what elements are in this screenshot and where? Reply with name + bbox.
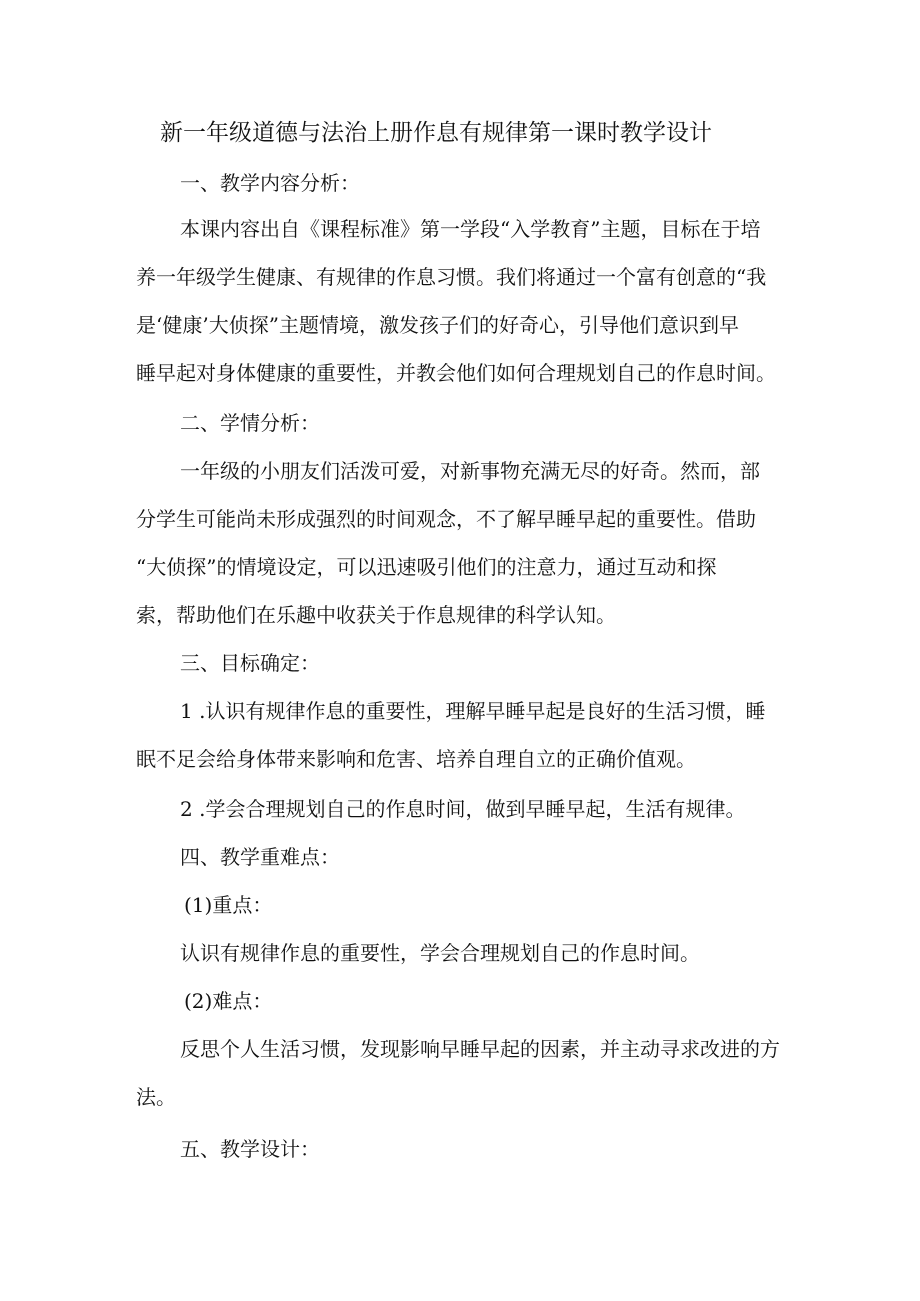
paragraph-line: “大侦探”的情境设定，可以迅速吸引他们的注意力，通过互动和探 [136,555,717,579]
paragraph-line: 本课内容出自《课程标准》第一学段“入学教育”主题，目标在于培 [180,217,761,241]
section-heading: 二、学情分析： [180,411,320,435]
paragraph-line: 睡早起对身体健康的重要性，并教会他们如何合理规划自己的作息时间。 [136,361,776,385]
paragraph-line: 法。 [136,1085,176,1109]
list-item-line: 2 .学会合理规划自己的作息时间，做到早睡早起，生活有规律。 [180,797,746,821]
list-item-line: 眠不足会给身体带来影响和危害、培养自理自立的正确价值观。 [136,747,696,771]
section-heading: 一、教学内容分析： [180,171,360,195]
paragraph-line: 索，帮助他们在乐趣中收获关于作息规律的科学认知。 [136,603,616,627]
paragraph-line: 认识有规律作息的重要性，学会合理规划自己的作息时间。 [180,941,700,965]
document-title: 新一年级道德与法治上册作息有规律第一课时教学设计 [160,120,712,146]
section-heading: 四、教学重难点： [180,845,340,869]
sub-label: (2)难点： [184,989,273,1013]
sub-label: (1)重点： [184,893,273,917]
section-heading: 五、教学设计： [180,1137,320,1161]
list-item-line: 1 .认识有规律作息的重要性，理解早睡早起是良好的生活习惯，睡 [180,699,766,723]
section-heading: 三、目标确定： [180,651,320,675]
paragraph-line: 一年级的小朋友们活泼可爱，对新事物充满无尽的好奇。然而，部 [180,459,760,483]
paragraph-line: 反思个人生活习惯，发现影响早睡早起的因素，并主动寻求改进的方 [180,1037,780,1061]
paragraph-line: 是‘健康’大侦探”主题情境，激发孩子们的好奇心，引导他们意识到早 [136,313,739,337]
paragraph-line: 养一年级学生健康、有规律的作息习惯。我们将通过一个富有创意的“我 [136,265,767,289]
paragraph-line: 分学生可能尚未形成强烈的时间观念，不了解早睡早起的重要性。借助 [136,507,756,531]
